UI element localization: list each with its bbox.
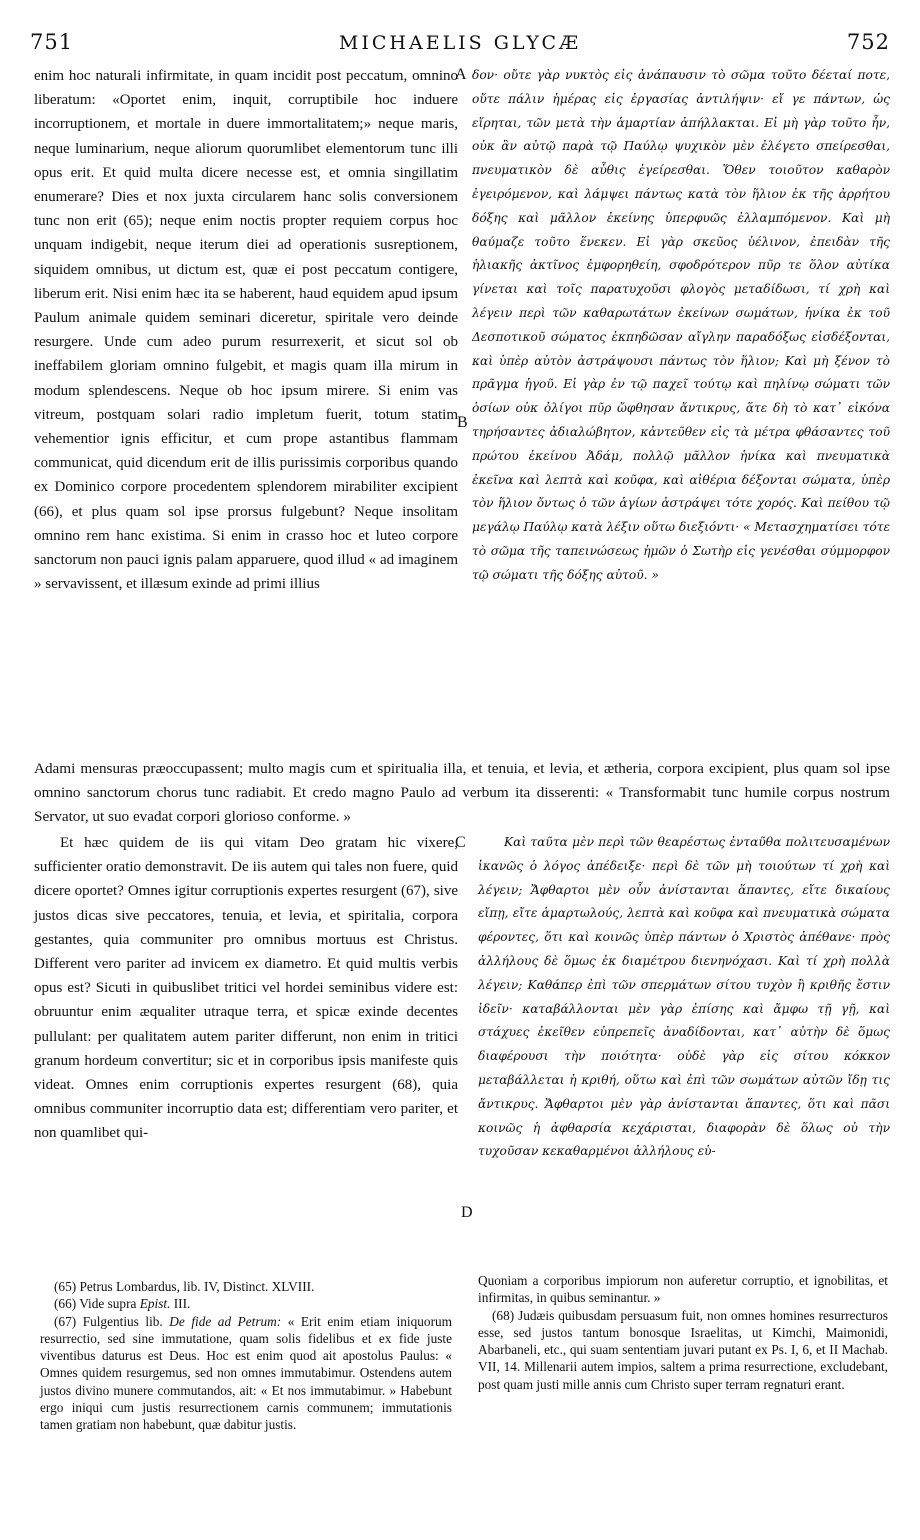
greek-column-2 — [478, 831, 890, 1164]
margin-marker-c: C — [455, 834, 466, 851]
greek-text-1: δον· οὔτε γὰρ νυκτὸς εἰς ἀνάπαυσιν τὸ σῶμα τοῦτο δέεταί ποτε, οὔτε πάλιν ἡμέρας εἰς ἐργασίας ἀντιλήψιν· εἴ γε πάντων, ὡς εἴρηται, τῶν μετὰ τὴν ἁμαρτίαν ἀπήλλακται. Εἰ μὴ γὰρ τοῦτο ἦν, οὐκ ἂν αὐτῷ παρὰ τῷ Παύλῳ ψυχικὸν μὲν ἐλέγετο σπείρεσθαι, πνευματικὸν δὲ αὖθις ἐγείρεσθαι. Ὅθεν τοιοῦτον καθαρὸν ἐγειρόμενον, καὶ λάμψει πάντως κατὰ τὸν ἥλιον ἐκ τῆς ἀρρήτου δόξης καὶ μᾶλλον ἐκείνης ὑπερφυῶς ἐλλαμπόμενον. Καὶ μὴ θαύμαζε τοῦτο ἕνεκεν. Εἰ γὰρ σκεῦος ὑέλινον, ἐπειδὰν τῆς ἡλιακῆς ἀκτῖνος ἐμφορηθείη, σφοδρότερον πῦρ τε ὅλον αὐτίκα γίνεται καὶ τοῖς παρατυχοῦσι φλογὸς μεταδίδωσι, τί χρὴ καὶ λέγειν περὶ τῶν καθαρωτάτων ἐκείνων σωμάτων, ἡνίκα ἐκ τοῦ Δεσποτικοῦ σώματος ἐκπηδῶσαν αἴγλην παραδόξως εἰσδέξονται, καὶ ὑπὲρ αὐτὸν ἀστράψουσι πάντως τὸν ἥλιον; Καὶ μὴ ξένον τὸ πρᾶγμα ἡγοῦ. Εἰ γὰρ ἐν τῷ παχεῖ τούτῳ καὶ πηλίνῳ σώματι τῶν ὁσίων οὐκ ὀλίγοι πῦρ ὤφθησαν ἄντικρυς, ἅτε δὴ τὸ κατ᾽ εἰκόνα τηρήσαντες ἀδιαλώβητον, κἀντεῦθεν εἰς τὰ μέτρα φθάσαντες τοῦ πρώτου ἐκείνου Ἀδάμ, πολλῷ μᾶλλον ἡνίκα καὶ πνευματικὰ ἐκεῖνα καὶ λεπτὰ καὶ κοῦφα, καὶ αἰθέρια δέξονται σώματα, ὑπὲρ τὸν ἥλιον ὄντως ὁ τῶν ἁγίων ἀστράψει τότε χορός. Καὶ πείθου τῷ μεγάλῳ Παύλῳ κατὰ λέξιν οὕτω διεξιόντι· « Μετασχηματίσει τότε τὸ σῶμα τῆς ταπεινώσεως ἡμῶν ὁ Σωτὴρ εἰς γενέσθαι σύμμορφον τῷ σώματι τῆς δόξης αὐτοῦ. » — [472, 68, 890, 582]
greek-text-2: Καὶ ταῦτα μὲν περὶ τῶν θεαρέστως ἐνταῦθα πολιτευσαμένων ἱκανῶς ὁ λόγος ἀπέδειξε· περὶ δὲ τῶν μὴ τοιούτων τί χρὴ καὶ λέγειν; Ἄφθαρτοι μὲν οὖν ἀνίστανται ἅπαντες, εἴτε δικαίους εἴπῃ, εἴτε ἁμαρτωλούς, λεπτὰ καὶ κοῦφα καὶ πνευματικὰ σώματα φέροντες, ὅτι καὶ κοινῶς ὑπὲρ πάντων ὁ Χριστὸς ἀπέθανε· πρὸς ἀλλήλους δὲ ὅμως ἐκ διαμέτρου διενηνόχασι. Καὶ τί χρὴ πολλὰ λέγειν; Καθάπερ ἐπὶ τῶν σπερμάτων σίτου τυχὸν ἢ κριθῆς ἔστιν ἰδεῖν· καταβάλλονται μὲν γὰρ ἐπίσης καὶ ἄμφω τῇ γῇ, καὶ στάχυες ἐκεῖθεν εὐπρεπεῖς ἀναδίδονται, κατ᾽ αὐτὴν δὲ ὅμως διαφέρουσι τὴν ποιότητα· οὐδὲ γὰρ εἰς σίτου κόκκον μεταβάλλεται ἡ κριθή, οὕτω καὶ ἐπὶ τῶν σωμάτων αὐτῶν ἴδῃ τις ἄντικρυς. Ἄφθαρτοι μὲν γὰρ ἀνίστανται ἅπαντες, ὅτι καὶ πᾶσι κοινῶς ἡ ἀφθαρσία κεχάρισται, διαφορὰν δὲ ὅλως οὐ τὴν τυχοῦσαν κεκαθαρμένοι ἀλλήλους εὑ- — [478, 835, 890, 1159]
footnote-68: (68) Judæis quibusdam persuasum fuit, non omnes homines resurrecturos esse, sed justos tantum bonosque Israelitas, ut Kimchi, Maimonidi, Abarbaneli, etc., qui suam sententiam juvari putant ex Ps. I, 6, et II Machab. VII, 14. Millenarii autem impios, saltem a prima resurrectione, excludebant, post quam justi mille annis cum Christo super terram regnaturi erant. — [478, 1307, 888, 1392]
footnote-65: (65) Petrus Lombardus, lib. IV, Distinct. XLVIII. — [54, 1279, 315, 1294]
footnotes-left — [40, 1278, 452, 1434]
footnote-67-title: De fide ad Petrum: — [169, 1313, 282, 1329]
footnote-67-continued: Quoniam a corporibus impiorum non auferetur corruptio, et ignobilitas, et infirmitas, in quibus seminantur. » — [478, 1273, 888, 1306]
greek-column-1 — [472, 64, 890, 588]
page-header — [30, 30, 890, 66]
margin-marker-d: D — [461, 1204, 473, 1221]
footnote-66-title: Epist. — [139, 1296, 171, 1312]
latin-column-1 — [34, 64, 458, 596]
footnote-66-suffix: III. — [170, 1296, 191, 1312]
latin-text-2: Et hæc quidem de iis qui vitam Deo gratam hic vixere, sufficienter oratio demonstravit. De iis autem qui tales non fuere, quid dicere oportet? Omnes igitur corruptionis expertes resurgent (67), sive justos dicas sive peccatores, tenuia, et levia, et spiritalia, corpora gestantes, quia communiter pro omnibus mortuus est Christus. Different vero pariter ad invicem ex diametro. Et quid multis verbis opus est? Sicuti in quibuslibet tritici vel hordei seminibus videre est: obruuntur enim æqualiter utraque terra, et spicæ exinde decentes pullulant: per qualitatem autem pariter differunt, non enim in tritici granum hordeum convertitur; sic et in corporibus ipsis manifeste quis videat. Omnes enim corruptionis expertes resurgent (68), quia omnibus communiter incorruptio data est; differentiam vero pariter, et non quamlibet qui- — [34, 835, 458, 1142]
footnote-67-prefix: (67) Fulgentius lib. — [54, 1313, 170, 1329]
full-width-text: Adami mensuras præoccupassent; multo magis cum et spiritualia illa, et tenuia, et levia, et ætheria, corpora excipient, plus quam sol ipse omnino sanctorum chorus tunc radiabit. Et credo magno Paulo ad verbum ita disserenti: « Transformabit tunc humile corpus nostrum Servator, ut suo evadat corpori glorioso conforme. » — [34, 760, 890, 825]
margin-marker-a: A — [455, 66, 467, 83]
footnote-66-prefix: (66) Vide supra — [54, 1296, 140, 1312]
latin-text-1: enim hoc naturali infirmitate, in quam incidit post peccatum, omnino liberatum: «Oportet enim, inquit, corruptibile hoc induere incorruptionem, et mortale in duere immortalitatem;» neque maris, neque luminarium, neque aliorum quorumlibet elementorum tunc illi opus erit. Et quid multa dicere necesse est, et omnia singillatim enumerare? Dies et nox juxta circularem hanc solis conversionem tunc non erit (65); neque enim noctis propter requiem corpus hoc unquam indigebit, neque iterum diei ad operationis susreptionem, siquidem omnibus, ut dictum est, quæ ei post peccatum contigere, liberum erit. Nisi enim hæc ita se haberent, haud equidem apud ipsum Paulum animale quidem seminari diceretur, spiritale vero deinde resurgere. Unde cum adeo purum resurrexerit, et sicut sol ob ineffabilem gloriam omnino fulgebit, et magis quam illa mirum in modum splendescens. Neque ob hoc ipsum mirere. Si enim vas vitreum, postquam solari radio impletum fuerit, totum statim vehementior ignis efficitur, et cum prope astantibus flammam communicat, quid dicendum erit de illis purissimis corporibus quando ex Dominico corpore procedentem splendorem mirabiliter excipient (66), et plus quam sol ipse prorsus fulgebunt? Neque insolitam omnino rem hanc existima. Si enim in crasso hoc et luteo corpore sanctorum non pauci ignis palam apparuere, quod illud « ad imaginem » servavissent, et illæsum exinde ad primi illius — [34, 68, 458, 593]
footnote-66 — [40, 1295, 452, 1312]
left-page-number: 751 — [30, 30, 74, 54]
latin-column-2 — [34, 831, 458, 1146]
margin-marker-b: B — [457, 414, 468, 431]
full-width-paragraph — [34, 757, 890, 829]
footnote-67 — [40, 1313, 452, 1434]
footnotes-right — [478, 1272, 888, 1393]
footnote-67-text: « Erit enim etiam iniquorum resurrectio, sed sine immutatione, quam solis fidelibus et ex fide juste viventibus daturus est Deus. Hoc est enim quod ait apostolus Paulus: « Omnes quidem resurgemus, sed non omnes immutabimur. Ostendens autem justos divino munere commutandos, ait: « Et nos immutabimur. » Habebunt ergo iniqui cum justis resurrectionem carnis communem; immutationis tamen gratiam non habebunt, quæ dabitur justis. — [40, 1313, 452, 1433]
right-page-number: 752 — [846, 30, 890, 54]
running-title: MICHAELIS GLYCÆ — [338, 32, 582, 54]
